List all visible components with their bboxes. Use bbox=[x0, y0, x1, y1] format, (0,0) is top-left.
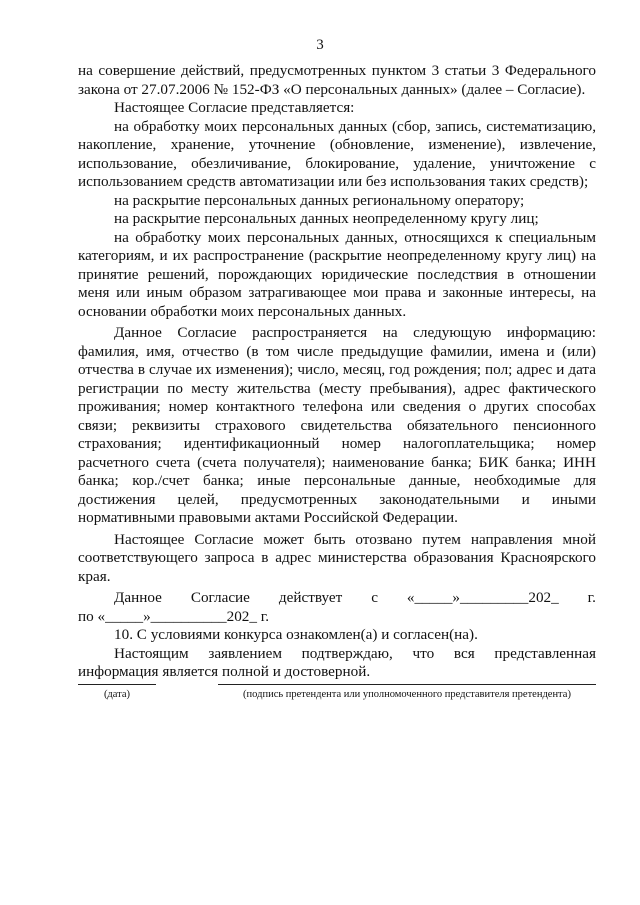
signature-block bbox=[78, 680, 596, 720]
validity-word-1: Данное bbox=[114, 589, 162, 606]
paragraph-consent-intro: Настоящее Согласие представляется: bbox=[114, 99, 355, 116]
paragraph-law-reference: на совершение действий, предусмотренных пунктом 3 статьи 3 Федерального закона от 27.07.2006 № 152-ФЗ «О персональных данных» (далее – Согласие). bbox=[78, 62, 596, 98]
validity-line-to: по «_____»__________202_ г. bbox=[78, 607, 270, 625]
paragraph-special-categories: на обработку моих персональных данных, относящихся к специальным категориям, и их распространение (раскрытие неопределенному кругу лиц) на принятие решений, порождающих юридические последствия в отношении меня или иным образом затрагивающее мои права и законные интересы, на основании обработки моих персональных данных. bbox=[78, 228, 596, 320]
paragraph-processing-scope: на обработку моих персональных данных (сбор, запись, систематизацию, накопление, хранение, уточнение (обновление, изменение), извлечение, использование, обезличивание, блокирование, удаление, уничтожение с использованием средств автоматизации или без использования таких средств); bbox=[78, 117, 596, 190]
signature-caption: (подпись претендента или уполномоченного представителя претендента) bbox=[243, 689, 571, 700]
page-number: 3 bbox=[316, 37, 324, 53]
validity-year-suffix: г. bbox=[587, 589, 596, 606]
document-body bbox=[78, 62, 596, 682]
paragraph-regional-operator: на раскрытие персональных данных региональному оператору; bbox=[114, 191, 525, 209]
validity-word-2: Согласие bbox=[190, 589, 250, 606]
paragraph-confirmation: Настоящим заявлением подтверждаю, что вся представленная информация является полной и достоверной. bbox=[78, 644, 596, 680]
signature-underline bbox=[218, 684, 596, 685]
validity-word-4: с bbox=[371, 589, 378, 606]
date-caption: (дата) bbox=[103, 689, 131, 700]
paragraph-item-10: 10. С условиями конкурса ознакомлен(а) и согласен(на). bbox=[114, 626, 478, 643]
validity-line-from bbox=[78, 589, 596, 608]
validity-word-3: действует bbox=[278, 589, 343, 606]
paragraph-information-list: Данное Согласие распространяется на следующую информацию: фамилия, имя, отчество (в том числе предыдущие фамилии, имена и (или) отчества в случае их изменения); число, месяц, год рождения; пол; адрес и дата регистрации по месту жительства (месту пребывания), адрес фактического проживания; номер контактного телефона или сведения о других способах связи; реквизиты страхового свидетельства обязательного пенсионного страхования; идентификационный номер налогоплательщика; номер расчетного счета (счета получателя); наименование банка; БИК банка; ИНН банка; кор./счет банка; иные персональные данные, необходимые для достижения целей, предусмотренных законодательными и иными нормативными правовыми актами Российской Федерации. bbox=[78, 324, 596, 526]
paragraph-public-disclosure: на раскрытие персональных данных неопределенному кругу лиц; bbox=[114, 210, 539, 227]
validity-from-date: «_____»_________202_ bbox=[406, 589, 559, 606]
paragraph-revocation: Настоящее Согласие может быть отозвано путем направления мной соответствующего запроса в адрес министерства образования Красноярского края. bbox=[78, 530, 596, 585]
date-underline bbox=[78, 684, 156, 685]
